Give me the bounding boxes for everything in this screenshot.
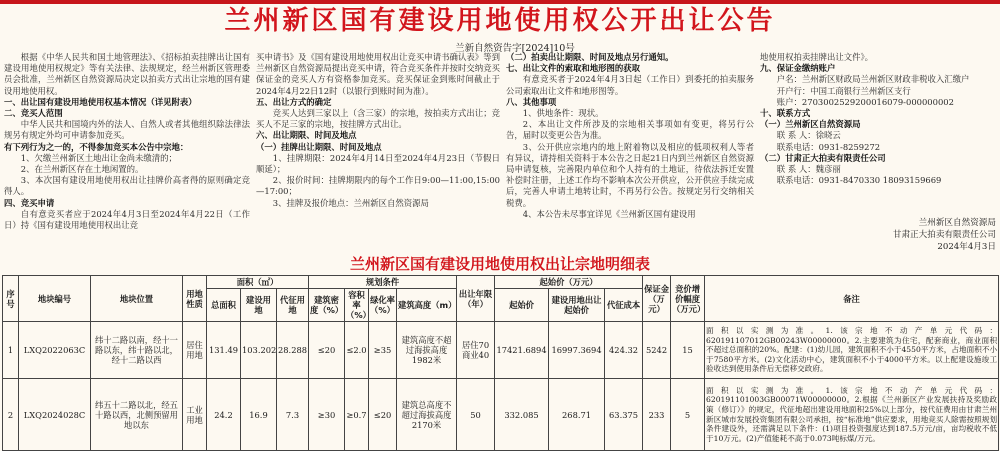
contact-person-1: 联 系 人：徐晓云 [776, 130, 841, 141]
header-parcel: 地块编号 [19, 276, 91, 322]
award-rule-paragraph: 3、本次国有建设用地使用权出让挂牌价高者得的原则确定竞得人。 [4, 175, 250, 197]
cell-start-price: 17421.6894 [495, 322, 549, 379]
header-term: 出让年限（年） [457, 276, 495, 322]
section-heading-8: 八、其他事项 [506, 96, 557, 107]
cell-area-build: 16.9 [241, 379, 277, 451]
cell-increment: 5 [671, 379, 705, 451]
parcel-detail-table [2, 275, 999, 451]
cell-area-road: 7.3 [277, 379, 309, 451]
account-number: 账户：2703002529200016079-000000002 [776, 96, 954, 107]
contact-org-1: （一）兰州新区自然资源局 [760, 119, 861, 130]
account-bank: 开户行：中国工商银行兰州新区支行 [776, 85, 911, 96]
cell-increment: 15 [671, 322, 705, 379]
parcel-table-title: 兰州新区国有建设用地使用权出让宗地明细表 [349, 255, 650, 273]
cell-use: 工业用地 [183, 379, 207, 451]
cell-far: ≥0.7 [345, 379, 369, 451]
contact-phone-2: 联系电话：0931-8470330 18093159669 [776, 175, 942, 186]
cell-area-road: 28.288 [277, 322, 309, 379]
cell-term: 50 [457, 379, 495, 451]
cell-road-cost: 63.375 [605, 379, 643, 451]
intro-paragraph: 根据《中华人民共和国土地管理法》、《招标拍卖挂牌出让国有建设用地使用权规定》等有关法律、法规规定，经兰州新区管理委员会批准，兰州新区自然资源局决定以拍卖方式出让宗地的国有建设用地使用权。 [4, 52, 250, 96]
section-heading-6: 六、出让期限、时间及地点 [256, 130, 357, 141]
auction-subheading: （二）拍卖出让期限、时间及地点另行通知。 [506, 52, 674, 62]
section-heading-4: 四、竞买申请 [4, 197, 55, 208]
cell-build-start: 268.71 [549, 379, 605, 451]
cell-road-cost: 424.32 [605, 322, 643, 379]
cell-green: ≤20 [369, 379, 397, 451]
signature-auction-company: 甘肃正大拍卖有限责任公司 [892, 230, 996, 240]
exclusion-heading: 有下列行为之一的，不得参加竞买本公告中宗地： [4, 141, 189, 152]
header-density: 建筑密度（%） [309, 289, 345, 322]
header-road-cost: 代征成本 [605, 289, 643, 322]
quote-time: 2、报价时间：挂牌期限内的每个工作日9:00—11:00,15:00—17:00； [256, 175, 500, 197]
exclusion-item-1: 1、欠缴兰州新区土地出让金尚未缴清的； [20, 152, 177, 163]
section-heading-9: 九、保证金缴纳账户 [760, 63, 836, 74]
signature-date: 2024年4月3日 [937, 242, 996, 252]
cell-build-start: 16997.3694 [549, 322, 605, 379]
supply-condition: 1、供地条件：现状。 [522, 108, 604, 119]
header-start-price: 起始价 [495, 289, 549, 322]
header-build-start: 建设用地出让起始价 [549, 289, 605, 322]
bidder-scope-paragraph: 中华人民共和国境内外的法人、自然人或者其他组织除法律法规另有规定外均可申请参加竞买。 [4, 119, 250, 141]
cell-remark: 面积以实测为准。1.该宗地不动产单元代码：620191107012GB00243W00000000。2.主要建筑为住宅，配套商业，商业面积不超过总面积的20%。配建：(1)幼儿园，建筑面积不小于4550平方米，占地面积不小于7580平方米。(2)文化活动中心，建筑面积不小于4000平方米。以上配建设施竣工验收达到使用条件后无偿移交政府。 [705, 322, 999, 379]
cell-seq: 1 [3, 322, 19, 379]
cell-height: 建筑总高度不超过海拔高度2170米 [397, 379, 457, 451]
header-increment: 竞价增价幅度（万元） [671, 276, 705, 322]
contact-person-2: 联 系 人：魏彦丽 [776, 164, 841, 175]
objection-paragraph: 3、公开供应宗地内的地上附着物以及相应的低项权利人等者有异议，请持相关资料于本公告之日起21日内到兰州新区自然资源局申请复核，完善限内单位和个人持有的土地证，待依法拆迁安置补偿时注册，上述工作均不影响本次公开供应，公开供应手续完成后，完善人申请土地转让时，不再另行公告。按规定另行交纳相关税费。 [506, 141, 754, 208]
cell-start-price: 332.085 [495, 379, 549, 451]
cell-location: 纬五十二路以北，经五十路以西，北侧预留用地以东 [91, 379, 183, 451]
header-far: 容积率（%） [346, 290, 371, 320]
signature-bureau: 兰州新区自然资源局 [918, 218, 996, 228]
text-column-2 [256, 52, 500, 209]
cell-parcel: LXQ2022063C [19, 322, 91, 379]
contact-org-2: （二）甘肃正大拍卖有限责任公司 [760, 152, 886, 163]
other-matters-continued: 地使用权拍卖挂牌出让文件》。 [760, 52, 874, 62]
cell-use: 居住用地 [183, 322, 207, 379]
application-paragraph: 自有意竞买者应于2024年4月3日至2024年4月22日（工作日）持《国有建设用地使用权出让竞 [4, 208, 250, 231]
text-column-4 [760, 52, 996, 186]
cell-far: ≤2.0 [345, 322, 369, 379]
document-number: 兰新自然资告字[2024]10号 [455, 43, 575, 54]
other-matters: 4、本公告未尽事宜详见《兰州新区国有建设用 [522, 208, 696, 219]
cell-deposit: 233 [643, 379, 671, 451]
listing-subheading: （一）挂牌出让期限、时间及地点 [256, 141, 382, 152]
cell-remark: 面积以实测为准。1.该宗地不动产单元代码：620191101003GB00071W00000000。2.根据《兰州新区产业发展扶持及奖励政策（修订）》的规定，代征地超出建设用地面积25%以上部分，按代征费用由甘肃兰州新区城市发展投资集团有限公司承担，按“标准地”供应要求，用地竞买人除需按照规划条件建设外，还需满足以下条件：(1)项目投资强度达到187.5万元/亩，亩均税收不低于10万元。(2)产值能耗不高于0.073吨标煤/万元。 [705, 379, 999, 451]
header-area-build: 建设用地 [241, 289, 277, 322]
header-area-road: 代征用地 [277, 289, 309, 322]
section-heading-5: 五、出让方式的确定 [256, 96, 332, 107]
header-use: 用地性质 [183, 276, 207, 322]
cell-area-build: 103.202 [241, 322, 277, 379]
table-row [3, 322, 999, 379]
header-area-total: 总面积 [207, 289, 241, 322]
header-height: 建筑高度（m） [397, 289, 457, 322]
header-deposit: 保证金（万元） [643, 276, 671, 322]
cell-seq: 2 [3, 379, 19, 451]
cell-density: ≤20 [309, 322, 345, 379]
announcement-title: 兰州新区国有建设用地使用权公开出让公告 [224, 6, 776, 36]
header-price-group: 起始价（万元） [495, 276, 643, 289]
header-plan-group: 规划条件 [309, 276, 457, 289]
method-paragraph: 竞买人达到三家以上（含三家）的宗地，按拍卖方式出让；竞买人不足三家的宗地，按挂牌方式出让。 [256, 108, 500, 130]
cell-deposit: 5242 [643, 322, 671, 379]
text-column-1 [4, 52, 250, 231]
section-heading-2: 二、竞买人范围 [4, 108, 63, 119]
header-remark: 备注 [705, 276, 999, 322]
change-notice: 2、本出让文件所涉及的宗地相关事项如有变更，将另行公告，届时以变更公告为准。 [506, 119, 754, 141]
cell-height: 建筑高度不超过海拔高度1982米 [397, 322, 457, 379]
cell-area-total: 24.2 [207, 379, 241, 451]
header-area-group: 面积（㎡） [207, 276, 309, 289]
exclusion-item-2: 2、在兰州新区存在土地闲置的。 [20, 164, 144, 175]
section-heading-7: 七、出让文件的索取和地形图的获取 [506, 63, 640, 74]
table-row [3, 379, 999, 451]
cell-green: ≥35 [369, 322, 397, 379]
application-continued: 买申请书》及《国有建设用地使用权出让竞买申请书确认表》等到兰州新区自然资源局提出竞买申请，符合竞买条件并按时交纳竞买保证金的竞买人方有资格参加竞买。竞买保证金到账时间截止于2024年4月22日12时（以银行到账时间为准）。 [256, 52, 500, 96]
header-seq: 序号 [3, 276, 19, 322]
cell-area-total: 131.49 [207, 322, 241, 379]
cell-term: 居住70商业40 [457, 322, 495, 379]
header-location: 地块位置 [91, 276, 183, 322]
listing-location: 3、挂牌及报价地点：兰州新区自然资源局 [272, 197, 429, 208]
cell-density: ≥30 [309, 379, 345, 451]
section-heading-1: 一、出让国有建设用地使用权基本情况（详见附表） [4, 96, 197, 107]
text-column-3 [506, 52, 754, 220]
account-name: 户名：兰州新区财政局兰州新区财政非税收入汇缴户 [776, 74, 970, 85]
cell-parcel: LXQ2024028C [19, 379, 91, 451]
listing-period: 1、挂牌期限：2024年4月14日至2024年4月23日（节假日顺延）； [256, 152, 500, 175]
section-heading-10: 十、联系方式 [760, 108, 811, 119]
contact-phone-1: 联系电话：0931-8259272 [776, 141, 881, 152]
header-green: 绿化率（%） [369, 289, 397, 322]
documents-paragraph: 有意竞买者于2024年4月3日起（工作日）到委托的拍卖服务公司索取出让文件和地形图等。 [506, 74, 754, 96]
cell-location: 纬十二路以南，经十一路以东，纬十路以北，经十二路以西 [91, 322, 183, 379]
